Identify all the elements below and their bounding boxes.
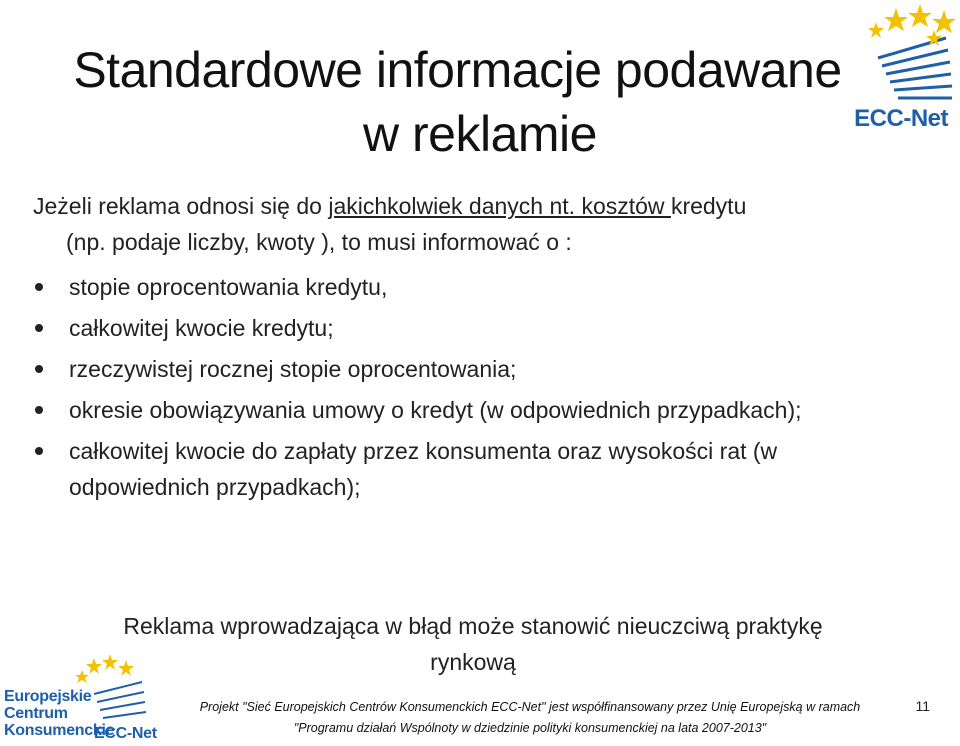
page-number: 11 [915, 698, 930, 714]
star-icons [75, 654, 134, 683]
bullet-list [33, 269, 923, 510]
list-item-text: stopie oprocentowania kredytu, [69, 274, 388, 300]
ecc-net-logo-text: ECC-Net [854, 105, 948, 132]
list-item [33, 392, 923, 428]
list-item [33, 351, 923, 387]
intro-text-2: kredytu [670, 193, 747, 219]
slide-title [0, 38, 960, 166]
logo-text-line-1: Europejskie [4, 688, 92, 705]
bullet-icon [35, 324, 43, 332]
list-item-text: całkowitej kwocie kredytu; [69, 315, 334, 341]
list-item-text: okresie obowiązywania umowy o kredyt (w odpowiednich przypadkach); [69, 397, 802, 423]
intro-paragraph [33, 188, 933, 260]
title-line-1: Standardowe informacje podawane [73, 42, 842, 98]
logo-ecc-net-text: ECC-Net [94, 725, 157, 742]
footer-line-1: Projekt "Sieć Europejskich Centrów Konsumenckich ECC-Net" jest współfinansowany przez Unię Europejską w ramach [199, 700, 861, 714]
list-item [33, 433, 923, 505]
title-line-2: w reklamie [363, 106, 597, 162]
footer-line-2: "Programu działań Wspólnoty w dziedzinie polityki konsumenckiej na lata 2007-2013" [293, 721, 767, 735]
list-item [33, 269, 923, 305]
bullet-icon [35, 365, 43, 373]
intro-line-2: (np. podaje liczby, kwoty ), to musi informować o : [66, 229, 572, 255]
list-item [33, 310, 923, 346]
list-item-text: rzeczywistej rocznej stopie oprocentowania; [69, 356, 517, 382]
closing-line-1: Reklama wprowadzająca w błąd może stanowić nieuczciwą praktykę [123, 613, 823, 639]
bullet-icon [35, 447, 43, 455]
list-item-text: całkowitej kwocie do zapłaty przez konsumenta oraz wysokości rat (w odpowiednich przypadkach); [69, 438, 778, 500]
motion-lines [94, 682, 146, 718]
bullet-icon [35, 283, 43, 291]
logo-text-line-2: Centrum [4, 705, 68, 722]
intro-underlined-text: jakichkolwiek danych nt. kosztów [328, 193, 671, 219]
intro-text-1: Jeżeli reklama odnosi się do [33, 193, 329, 219]
closing-line-2: rynkową [430, 649, 516, 675]
footer-note [160, 697, 900, 739]
bullet-icon [35, 406, 43, 414]
logo-text-line-3: Konsumenckie [4, 722, 115, 739]
